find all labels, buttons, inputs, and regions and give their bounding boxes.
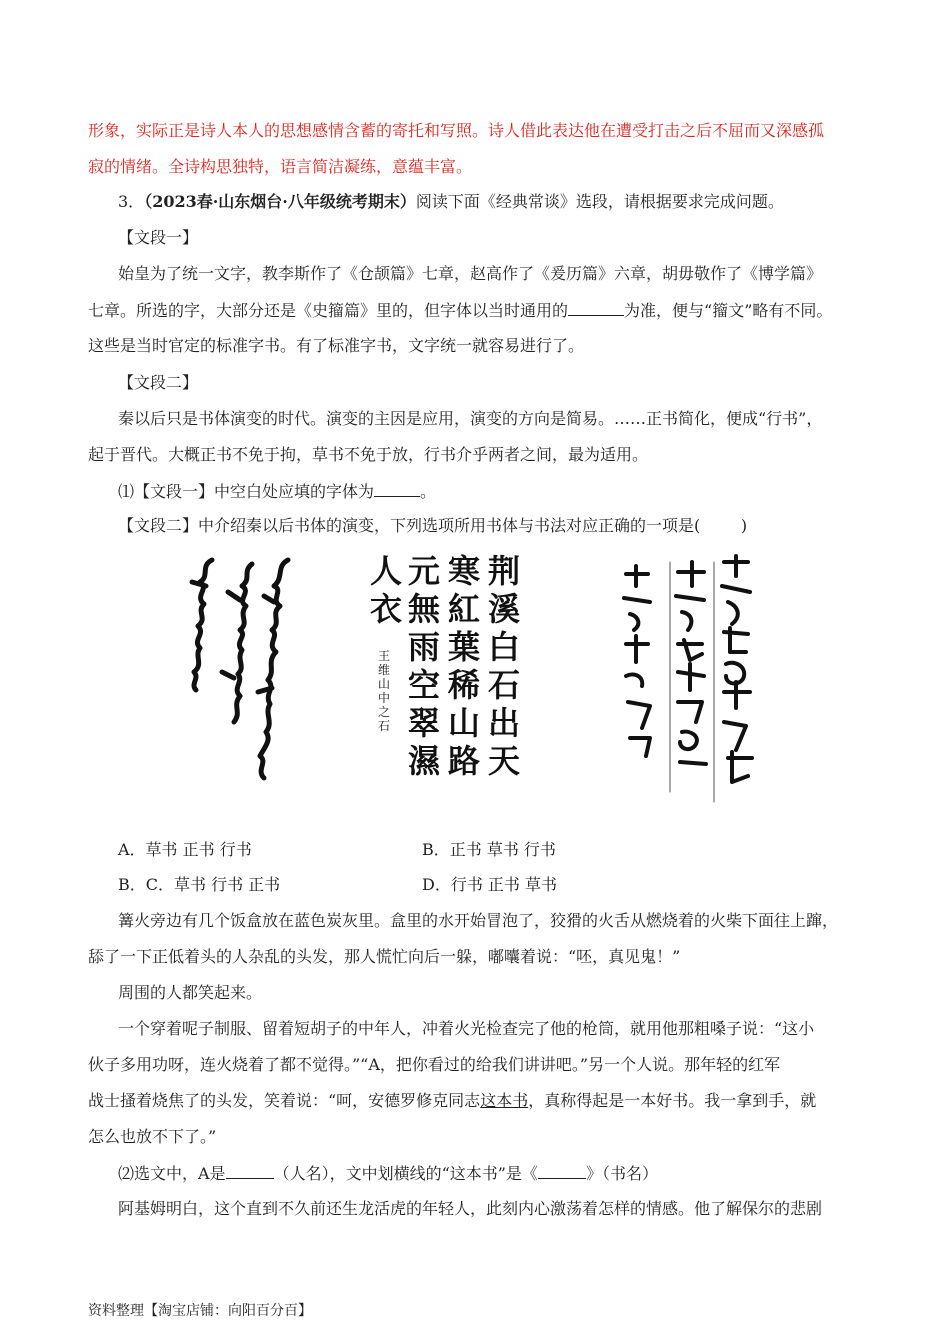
subquestion-1b: 【文段二】中介绍秦以后书体的演变，下列选项所用书体与书法对应正确的一项是( ) — [118, 516, 748, 535]
answer-blank[interactable] — [374, 480, 420, 497]
calligraphy-image-regular — [368, 552, 528, 802]
question-3 — [118, 191, 784, 213]
passage-p1-line-2: 舔了一下正低着头的人杂乱的头发，那人慌忙向后一躲，嘟囔着说：“呸，真见鬼！” — [88, 947, 681, 966]
option-c[interactable]: B．C．草书 行书 正书 — [118, 875, 281, 894]
regular-col-3: 元無雨空翠濕 — [408, 552, 441, 780]
question-source: （2023春·山东烟台·八年级统考期末） — [144, 192, 416, 211]
seg2-heading: 【文段二】 — [118, 373, 199, 392]
calligraphy-image-running — [612, 552, 762, 812]
option-b[interactable]: B．正书 草书 行书 — [422, 840, 556, 859]
intro-line-2: 寂的情绪。全诗构思独特，语言简洁凝练，意蕴丰富。 — [88, 157, 473, 176]
answer-blank-name[interactable] — [226, 1162, 274, 1179]
calligraphy-regular-svg — [368, 552, 528, 802]
subquestion-2: ⑵选文中，A是 （人名），文中划横线的“这本书”是《 》（书名） — [118, 1164, 658, 1183]
seg1-heading: 【文段一】 — [118, 228, 199, 247]
regular-col-2: 寒紅葉稀山路 — [448, 552, 481, 780]
passage-p3-line-2: 伙子多用功呀，连火烧着了都不觉得。”“A，把你看过的给我们讲讲吧。”另一个人说。那年轻的红军 — [88, 1055, 781, 1074]
passage-p3-line-3: 战士搔着烧焦了的头发，笑着说：“呵，安德罗修克同志这本书，真称得起是一本好书。我一拿到手，就 — [88, 1091, 817, 1110]
seg2-line-1: 秦以后只是书体演变的时代。演变的主因是应用，演变的方向是简易。……正书简化，便成“行书”， — [118, 409, 823, 428]
calligraphy-image-cursive — [168, 552, 308, 812]
seg1-line-2: 七章。所选的字，大部分还是《史籀篇》里的，但字体以当时通用的 为准，便与“籀文”略有不同。 — [88, 301, 833, 320]
regular-col-4: 人衣 — [370, 552, 403, 628]
option-a[interactable]: A．草书 正书 行书 — [118, 840, 252, 859]
option-d[interactable]: D．行书 正书 草书 — [422, 875, 558, 894]
subquestion-1: ⑴【文段一】中空白处应填的字体为 。 — [118, 482, 437, 501]
footer-note: 资料整理【淘宝店铺：向阳百分百】 — [88, 1303, 312, 1319]
question-prompt: 阅读下面《经典常谈》选段，请根据要求完成问题。 — [415, 192, 784, 211]
question-number: 3． — [118, 192, 145, 211]
regular-col-1: 荆溪白石出天 — [488, 552, 521, 780]
passage-p3-line-4: 怎么也放不下了。” — [88, 1127, 217, 1146]
seg2-line-2: 起于晋代。大概正书不免于拘，草书不免于放，行书介乎两者之间，最为适用。 — [88, 445, 649, 464]
answer-blank[interactable] — [568, 299, 624, 316]
passage-last-line: 阿基姆明白，这个直到不久前还生龙活虎的年轻人，此刻内心激荡着怎样的情感。他了解保尔的悲剧 — [118, 1199, 823, 1218]
calligraphy-cursive-svg — [168, 552, 308, 812]
seg1-line-3: 这些是当时官定的标准字书。有了标准字书，文字统一就容易进行了。 — [88, 336, 585, 355]
passage-p1-line-1: 篝火旁边有几个饭盒放在蓝色炭灰里。盒里的水开始冒泡了，狡猾的火舌从燃烧着的火柴下面往上蹿， — [118, 911, 839, 930]
passage-p2: 周围的人都笑起来。 — [118, 983, 263, 1002]
regular-script-columns — [370, 552, 520, 780]
calligraphy-running-svg — [612, 552, 762, 812]
underlined-this-book: 这本书 — [480, 1091, 529, 1110]
regular-signature: 王维山中之石 — [378, 649, 391, 733]
passage-p3-line-1: 一个穿着呢子制服、留着短胡子的中年人，冲着火光检查完了他的枪筒，就用他那粗嗓子说：“这小 — [118, 1019, 815, 1038]
answer-blank-book[interactable] — [538, 1162, 586, 1179]
seg1-line-1: 始皇为了统一文字，教李斯作了《仓颉篇》七章，赵高作了《爰历篇》六章，胡毋敬作了《博学篇》 — [118, 264, 823, 283]
intro-line-1: 形象，实际正是诗人本人的思想感情含蓄的寄托和写照。诗人借此表达他在遭受打击之后不屈而又深感孤 — [88, 121, 825, 140]
